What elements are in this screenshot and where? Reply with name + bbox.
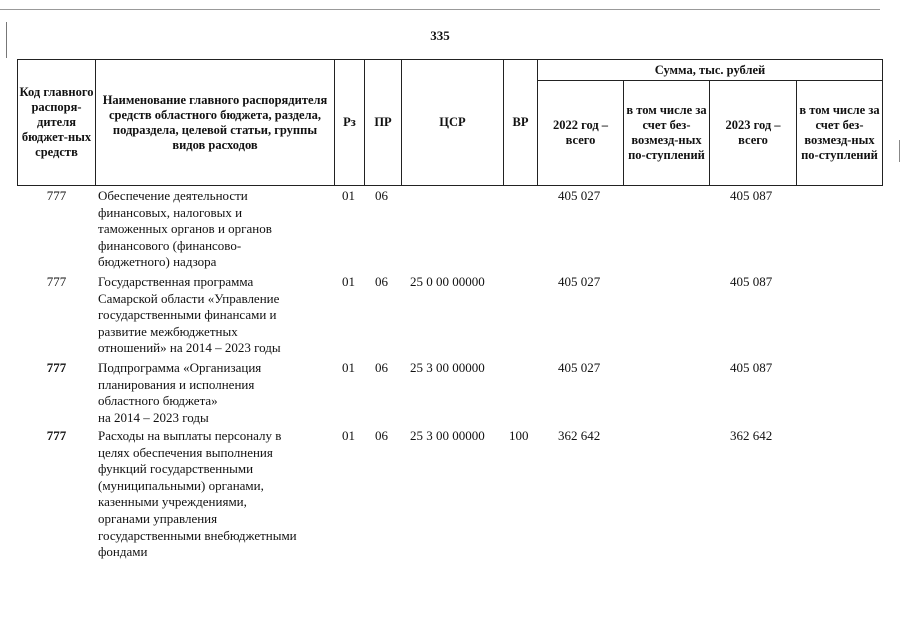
row-name: Государственная программа Самарской области «Управление государственными финансами и развитие межбюджетных отношений» на 2014 – 2023 годы bbox=[98, 274, 281, 356]
row-csr: 25 3 00 00000 bbox=[410, 428, 485, 443]
page-number: 335 bbox=[430, 28, 450, 43]
row-csr: 25 3 00 00000 bbox=[410, 360, 485, 375]
row-2022: 362 642 bbox=[558, 428, 601, 443]
header-2022-total: 2022 год – всего bbox=[537, 80, 624, 186]
top-rule bbox=[0, 9, 880, 10]
header-rz: Рз bbox=[334, 59, 365, 186]
row-2023: 405 087 bbox=[730, 188, 773, 203]
row-2023: 405 087 bbox=[730, 360, 773, 375]
header-2023-free: в том числе за счет без-возмезд-ных по-ступлений bbox=[796, 80, 883, 186]
row-code: 777 bbox=[46, 360, 67, 375]
row-name: Подпрограмма «Организация планирования и исполнения областного бюджета» на 2014 – 2023 годы bbox=[98, 360, 262, 425]
row-pr: 06 bbox=[375, 428, 388, 443]
row-rz: 01 bbox=[342, 360, 355, 375]
header-csr: ЦСР bbox=[401, 59, 504, 186]
row-2022: 405 027 bbox=[558, 188, 601, 203]
row-code: 777 bbox=[46, 274, 67, 289]
row-2023: 362 642 bbox=[730, 428, 773, 443]
row-pr: 06 bbox=[375, 188, 388, 203]
margin-mark bbox=[899, 140, 900, 162]
row-name: Расходы на выплаты персоналу в целях обеспечения выполнения функций государственными (муниципальными) органами, казенными учреждениями, органами управления государственными внебюджетными фондами bbox=[98, 428, 297, 560]
header-sum: Сумма, тыс. рублей bbox=[537, 59, 883, 81]
row-2022: 405 027 bbox=[558, 360, 601, 375]
header-pr: ПР bbox=[364, 59, 402, 186]
header-name: Наименование главного распорядителя средств областного бюджета, раздела, подраздела, целевой статьи, группы видов расходов bbox=[95, 59, 335, 186]
header-vr: ВР bbox=[503, 59, 538, 186]
row-pr: 06 bbox=[375, 360, 388, 375]
header-code: Код главного распоря-дителя бюджет-ных средств bbox=[17, 59, 96, 186]
header-2023-total: 2023 год – всего bbox=[709, 80, 797, 186]
row-rz: 01 bbox=[342, 274, 355, 289]
header-2022-free: в том числе за счет без-возмезд-ных по-ступлений bbox=[623, 80, 710, 186]
row-csr: 25 0 00 00000 bbox=[410, 274, 485, 289]
row-2023: 405 087 bbox=[730, 274, 773, 289]
row-rz: 01 bbox=[342, 428, 355, 443]
row-code: 777 bbox=[46, 188, 67, 203]
row-2022: 405 027 bbox=[558, 274, 601, 289]
row-rz: 01 bbox=[342, 188, 355, 203]
row-vr: 100 bbox=[509, 428, 529, 443]
row-pr: 06 bbox=[375, 274, 388, 289]
row-code: 777 bbox=[46, 428, 67, 443]
row-name: Обеспечение деятельности финансовых, налоговых и таможенных органов и органов финансового (финансово- бюджетного) надзора bbox=[98, 188, 272, 270]
